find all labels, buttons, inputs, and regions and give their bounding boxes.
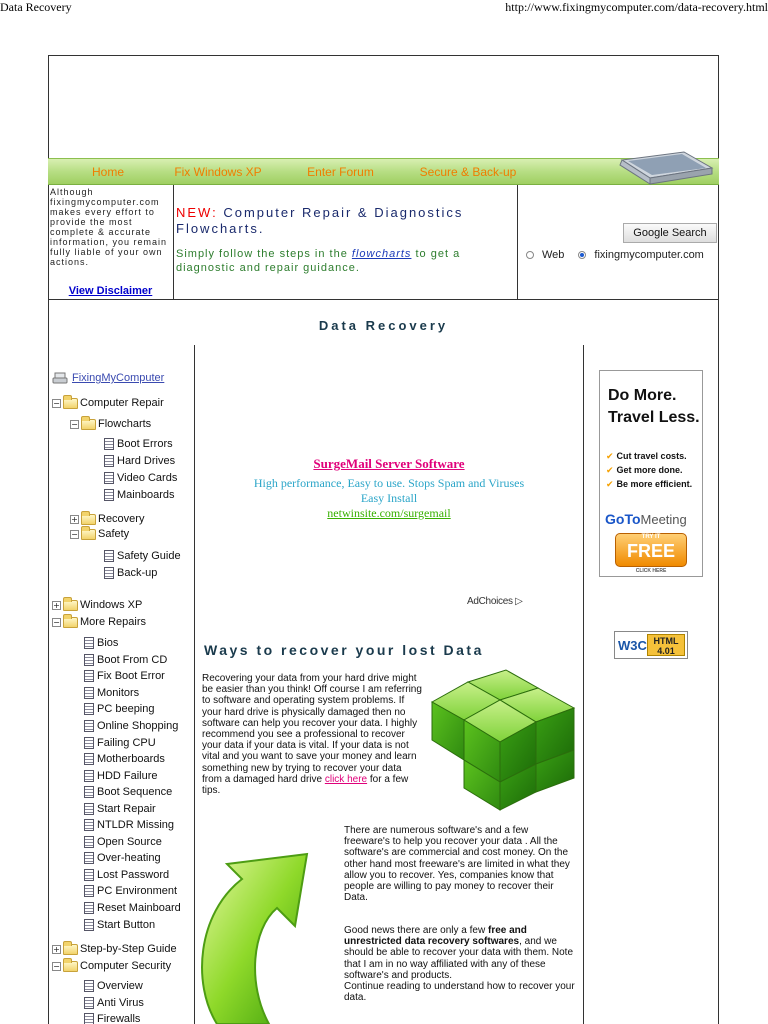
tree-item[interactable]	[84, 901, 181, 915]
computer-icon	[52, 372, 70, 384]
tree-item[interactable]	[84, 868, 169, 882]
tree-label: Safety	[98, 528, 130, 540]
page-icon	[84, 919, 94, 931]
tree-item[interactable]	[104, 454, 175, 468]
radio-web-label: Web	[542, 249, 565, 261]
tree-windows-xp[interactable]	[52, 598, 142, 612]
tree-label: Hard Drives	[117, 455, 176, 467]
tree-label: Video Cards	[117, 472, 178, 484]
folder-icon	[63, 944, 78, 955]
tree-label: Safety Guide	[117, 550, 181, 562]
page-icon	[84, 852, 94, 864]
flowcharts-link[interactable]: flowcharts	[351, 248, 412, 260]
check-icon: ✔	[606, 479, 614, 489]
tree-label: Bios	[97, 637, 119, 649]
text-ad	[196, 456, 582, 521]
tree-label: Boot From CD	[97, 654, 168, 666]
page-icon	[84, 869, 94, 881]
tree-label: Start Button	[97, 919, 156, 931]
page-icon	[104, 472, 114, 484]
nav-enter-forum[interactable]: Enter Forum	[307, 164, 374, 179]
article-heading: Ways to recover your lost Data	[204, 642, 484, 658]
nav-home[interactable]: Home	[91, 164, 124, 179]
tree-flowcharts[interactable]	[70, 417, 151, 431]
collapse-icon[interactable]: −	[53, 398, 60, 408]
radio-site[interactable]	[578, 251, 586, 259]
laptop-icon	[612, 150, 720, 190]
tree-label: Monitors	[97, 687, 140, 699]
banner-bullet: Cut travel costs.	[616, 451, 687, 461]
article-paragraph-2: There are numerous software's and a few freeware's to help you recover your data . All the software's are commercial and cost money. On the other hand most freeware's are limited in what they allow you to recover. Yes, companies know that people are willing to pay money to recover their Data.	[344, 825, 570, 904]
tree-label: PC Environment	[97, 885, 178, 897]
page-icon	[104, 567, 114, 579]
collapse-icon[interactable]: −	[53, 617, 60, 627]
page-icon	[84, 902, 94, 914]
gotomeeting-banner-ad[interactable]	[599, 370, 703, 577]
page-icon	[84, 980, 94, 992]
tree-item[interactable]	[84, 785, 172, 799]
tree-item[interactable]	[84, 918, 155, 932]
tree-item[interactable]	[84, 752, 165, 766]
article-paragraph-3	[344, 925, 576, 1003]
tree-item[interactable]	[84, 996, 144, 1010]
adchoices-link[interactable]	[467, 596, 523, 607]
banner-bullet: Be more efficient.	[616, 479, 693, 489]
folder-icon	[81, 419, 96, 430]
ad-text: High performance, Easy to use. Stops Spam and Viruses Easy Install	[253, 476, 525, 505]
tree-label: Anti Virus	[97, 997, 144, 1009]
tree-item[interactable]	[84, 719, 178, 733]
disclaimer-text: Although fixingmycomputer.com makes every effort to provide the most complete & accurate information, you remain fully liable of your own actions.	[50, 187, 168, 267]
tree-item[interactable]	[104, 549, 181, 563]
radio-site-label: fixingmycomputer.com	[594, 249, 704, 261]
page-icon	[84, 703, 94, 715]
tree-label: PC beeping	[97, 703, 155, 715]
tree-label: Computer Security	[80, 960, 172, 972]
expand-icon[interactable]: +	[71, 514, 78, 524]
expand-icon[interactable]: +	[53, 600, 60, 610]
left-column-divider	[194, 345, 195, 1024]
tree-label: Recovery	[98, 513, 145, 525]
collapse-icon[interactable]: −	[53, 961, 60, 971]
tree-label: Online Shopping	[97, 720, 179, 732]
tree-recovery[interactable]	[70, 512, 144, 526]
tree-label: Reset Mainboard	[97, 902, 181, 914]
tree-item[interactable]	[104, 437, 173, 451]
banner-line-1: Do More.	[608, 387, 677, 404]
page-icon	[84, 836, 94, 848]
adchoices-icon: ▷	[515, 596, 523, 607]
page-icon	[84, 720, 94, 732]
tree-item[interactable]	[84, 884, 177, 898]
try-it-free-button[interactable]	[615, 533, 687, 574]
click-here-label: CLICK HERE	[635, 568, 667, 574]
check-icon: ✔	[606, 451, 614, 461]
logo-meeting: Meeting	[640, 512, 687, 527]
tree-item[interactable]	[104, 566, 157, 580]
tree-item[interactable]	[84, 736, 156, 750]
tree-root-label: FixingMyComputer	[72, 372, 165, 384]
tree-item[interactable]	[84, 636, 118, 650]
folder-icon	[63, 600, 78, 611]
page-icon	[84, 670, 94, 682]
w3c-html-badge[interactable]	[614, 631, 688, 659]
announcement-heading: Computer Repair & Diagnostics Flowcharts.	[176, 205, 464, 236]
print-header-title: Data Recovery	[0, 0, 72, 14]
view-disclaimer-link[interactable]: View Disclaimer	[68, 285, 153, 297]
tree-label: Open Source	[97, 836, 162, 848]
html-version-badge: HTML 4.01	[647, 634, 685, 656]
tree-item[interactable]	[84, 818, 174, 832]
tree-label: Flowcharts	[98, 418, 152, 430]
gotomeeting-logo	[605, 511, 687, 527]
paragraph-text: Continue reading to understand how to recover your data.	[344, 981, 575, 1004]
tree-computer-security[interactable]	[52, 959, 171, 973]
search-scope	[526, 249, 704, 261]
tree-item[interactable]	[84, 686, 139, 700]
nav-secure-backup[interactable]: Secure & Back-up	[419, 164, 517, 179]
check-icon: ✔	[606, 465, 614, 475]
folder-icon	[63, 617, 78, 628]
divider	[48, 300, 49, 340]
tree-label: More Repairs	[80, 616, 147, 628]
tree-label: Windows XP	[80, 599, 143, 611]
logo-goto: GoTo	[605, 511, 641, 527]
tree-label: Fix Boot Error	[97, 670, 165, 682]
tree-label: Step-by-Step Guide	[80, 943, 177, 955]
page-icon	[104, 438, 114, 450]
announcement-text-end: to get a diagnostic and repair guidance.	[176, 248, 461, 274]
page-icon	[84, 1013, 94, 1024]
tree-computer-repair[interactable]	[52, 396, 164, 410]
try-it-label: TRY IT	[641, 534, 661, 540]
tree-root[interactable]	[52, 371, 164, 385]
announcement-text	[176, 247, 515, 275]
tree-label: Failing CPU	[97, 737, 156, 749]
page-icon	[84, 885, 94, 897]
tree-safety[interactable]	[70, 527, 129, 541]
right-column-divider	[583, 345, 584, 1024]
click-here-link[interactable]: click here	[324, 773, 368, 785]
tree-step-guide[interactable]	[52, 942, 177, 956]
folder-icon	[63, 961, 78, 972]
tree-label: Mainboards	[117, 489, 175, 501]
paragraph-text: , and we should be able to recover your data with them. Note that I am in no way affiliated with any of these software's and products.	[344, 936, 574, 981]
cubes-icon	[428, 668, 578, 814]
tree-item[interactable]	[104, 471, 177, 485]
w3c-logo: W3C	[618, 637, 647, 653]
tree-item[interactable]	[84, 851, 161, 865]
banner-headline	[608, 385, 700, 429]
page-icon	[104, 489, 114, 501]
page-icon	[84, 753, 94, 765]
tree-item[interactable]	[84, 1012, 140, 1024]
paragraph-text: for a few tips.	[202, 773, 409, 797]
page-icon	[84, 687, 94, 699]
page-icon	[104, 550, 114, 562]
nav-fix-windows-xp[interactable]: Fix Windows XP	[174, 164, 262, 179]
tree-item[interactable]	[104, 488, 174, 502]
announcement-text-start: Simply follow the steps in the	[176, 248, 352, 260]
tree-more-repairs[interactable]	[52, 615, 146, 629]
announcement-title	[176, 205, 515, 237]
tree-item[interactable]	[84, 669, 165, 683]
recover-arrow-icon	[197, 834, 337, 1024]
page-icon	[84, 654, 94, 666]
free-label: FREE	[626, 541, 675, 561]
site-search	[517, 185, 719, 300]
tree-label: Overview	[97, 980, 143, 992]
page-icon	[84, 737, 94, 749]
ad-url[interactable]: netwinsite.com/surgemail	[327, 506, 451, 520]
tree-label: Firewalls	[97, 1013, 141, 1024]
expand-icon[interactable]: +	[53, 944, 60, 954]
tree-label: HDD Failure	[97, 770, 158, 782]
page-icon	[104, 455, 114, 467]
page-icon	[84, 770, 94, 782]
ad-title[interactable]: SurgeMail Server Software	[313, 456, 465, 471]
page-icon	[84, 997, 94, 1009]
collapse-icon[interactable]: −	[71, 419, 78, 429]
folder-icon	[81, 514, 96, 525]
collapse-icon[interactable]: −	[71, 529, 78, 539]
tree-label: Back-up	[117, 567, 158, 579]
adchoices-label: AdChoices	[467, 596, 513, 607]
tree-label: Over-heating	[97, 852, 161, 864]
page-title: Data Recovery	[318, 318, 449, 333]
page-icon	[84, 786, 94, 798]
page-icon	[84, 803, 94, 815]
folder-icon	[81, 529, 96, 540]
paragraph-text: Good news there are only a few	[344, 925, 488, 936]
tree-item[interactable]	[84, 702, 155, 716]
banner-line-2: Travel Less.	[608, 409, 700, 426]
tree-item[interactable]	[84, 835, 162, 849]
tree-label: Boot Errors	[117, 438, 173, 450]
banner-bullets	[606, 449, 692, 491]
tree-label: Computer Repair	[80, 397, 164, 409]
paragraph-emphasis: free and unrestricted data recovery softwares	[344, 925, 527, 948]
paragraph-text: Recovering your data from your hard drive might be easier than you think! Off course I am referring to software and operating system problems. If your hard drive is physically damaged then no software can help you recover your data. I highly recommend you see a professional to recover your data if your data is vital. If your data is not vital and you want to save your money and learn something new by trying to recover your data from a damaged hard drive	[202, 673, 422, 785]
page-icon	[84, 637, 94, 649]
article-paragraph-1	[202, 673, 424, 796]
tree-label: Lost Password	[97, 869, 170, 881]
announcement-box	[174, 185, 517, 300]
tree-label: Boot Sequence	[97, 786, 173, 798]
tree-label: Motherboards	[97, 753, 165, 765]
page-icon	[84, 819, 94, 831]
disclaimer-box	[48, 185, 174, 300]
new-label: NEW:	[176, 205, 218, 220]
tree-item[interactable]	[84, 979, 143, 993]
folder-icon	[63, 398, 78, 409]
google-search-button[interactable]: Google Search	[623, 223, 717, 243]
tree-label: Start Repair	[97, 803, 156, 815]
radio-web[interactable]	[526, 251, 534, 259]
print-header-url: http://www.fixingmycomputer.com/data-recovery.html	[505, 0, 768, 14]
banner-bullet: Get more done.	[616, 465, 683, 475]
tree-item[interactable]	[84, 769, 158, 783]
tree-label: NTLDR Missing	[97, 819, 175, 831]
tree-item[interactable]	[84, 653, 167, 667]
tree-item[interactable]	[84, 802, 156, 816]
